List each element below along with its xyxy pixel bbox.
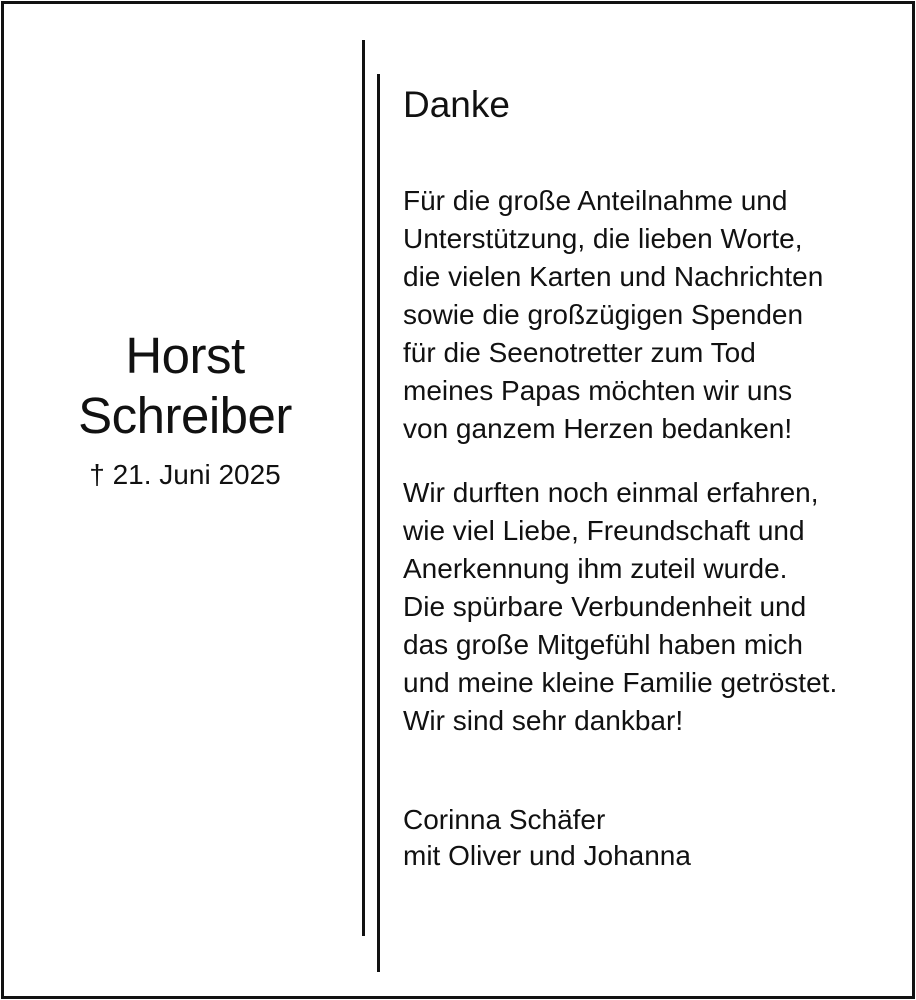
text-line: die vielen Karten und Nachrichten xyxy=(403,261,824,292)
text-line: das große Mitgefühl haben mich xyxy=(403,629,803,660)
text-line: von ganzem Herzen bedanken! xyxy=(403,413,793,444)
thank-you-paragraph-1 xyxy=(403,182,903,448)
text-line: wie viel Liebe, Freundschaft und xyxy=(403,515,805,546)
death-date: † 21. Juni 2025 xyxy=(89,459,281,490)
first-name: Horst xyxy=(125,327,245,384)
text-line: Wir sind sehr dankbar! xyxy=(403,705,684,736)
signer-family: mit Oliver und Johanna xyxy=(403,840,691,871)
signature-block xyxy=(403,802,903,874)
text-line: meines Papas möchten wir uns xyxy=(403,375,793,406)
signer-name: Corinna Schäfer xyxy=(403,804,606,835)
thank-you-paragraph-2 xyxy=(403,474,903,740)
thank-you-block xyxy=(403,82,903,874)
thank-you-heading: Danke xyxy=(403,84,510,125)
text-line: Anerkennung ihm zuteil wurde. xyxy=(403,553,788,584)
deceased-block xyxy=(4,326,366,492)
text-line: für die Seenotretter zum Tod xyxy=(403,337,756,368)
text-line: Unterstützung, die lieben Worte, xyxy=(403,223,803,254)
vertical-divider-right xyxy=(377,74,380,972)
text-line: Wir durften noch einmal erfahren, xyxy=(403,477,819,508)
text-line: sowie die großzügigen Spenden xyxy=(403,299,804,330)
announcement-frame xyxy=(1,1,915,999)
last-name: Schreiber xyxy=(78,387,292,444)
text-line: Die spürbare Verbundenheit und xyxy=(403,591,807,622)
text-line: und meine kleine Familie getröstet. xyxy=(403,667,838,698)
text-line: Für die große Anteilnahme und xyxy=(403,185,788,216)
